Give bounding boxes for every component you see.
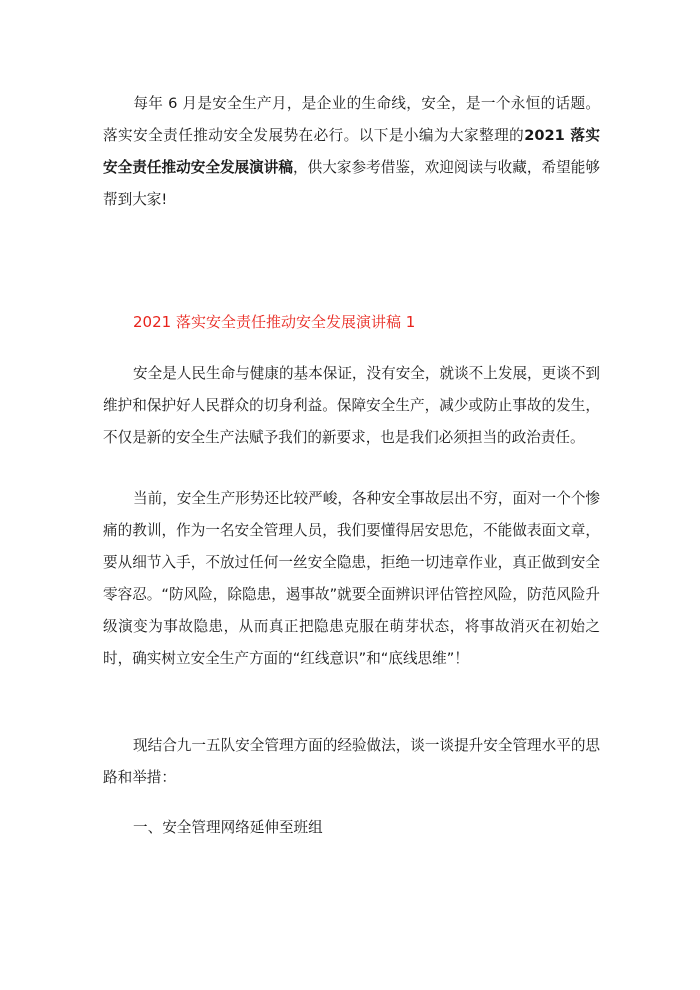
- body-paragraph-1: [103, 358, 600, 454]
- intro-paragraph: [103, 88, 600, 216]
- paragraph-3-text: 现结合九一五队安全管理方面的经验做法，谈一谈提升安全管理水平的思路和举措：: [103, 737, 601, 786]
- intro-text-after: ，供大家参考借鉴，欢迎阅读与收藏，希望能够帮到大家!: [103, 159, 600, 208]
- paragraph-2-text: 当前，安全生产形势还比较严峻，各种安全事故层出不穷，面对一个个惨痛的教训，作为一名安全管理人员，我们要懂得居安思危，不能做表面文章，要从细节入手，不放过任何一丝安全隐患，拒绝一切违章作业，真正做到安全零容忍。“防风险，除隐患，遏事故”就要全面辨识评估管控风险，防范风险升级演变为事故隐患，从而真正把隐患克服在萌芽状态，将事故消灭在初始之时，确实树立安全生产方面的“红线意识”和“底线思维”！: [103, 490, 601, 667]
- intro-text-before: 每年 6 月是安全生产月，是企业的生命线，安全，是一个永恒的话题。落实安全责任推动安全发展势在必行。以下是小编为大家整理的: [103, 95, 600, 144]
- paragraph-1-text: 安全是人民生命与健康的基本保证，没有安全，就谈不上发展，更谈不到维护和保护好人民群众的切身利益。保障安全生产，减少或防止事故的发生，不仅是新的安全生产法赋予我们的新要求，也是我们必须担当的政治责任。: [103, 365, 601, 446]
- section-heading-1: 一、安全管理网络延伸至班组: [133, 819, 323, 836]
- intro-bold-title: 2021 落实安全责任推动安全发展演讲稿: [103, 127, 600, 176]
- speech-heading: 2021 落实安全责任推动安全发展演讲稿 1: [133, 313, 416, 331]
- body-paragraph-3: [103, 730, 600, 794]
- body-paragraph-2: [103, 483, 600, 675]
